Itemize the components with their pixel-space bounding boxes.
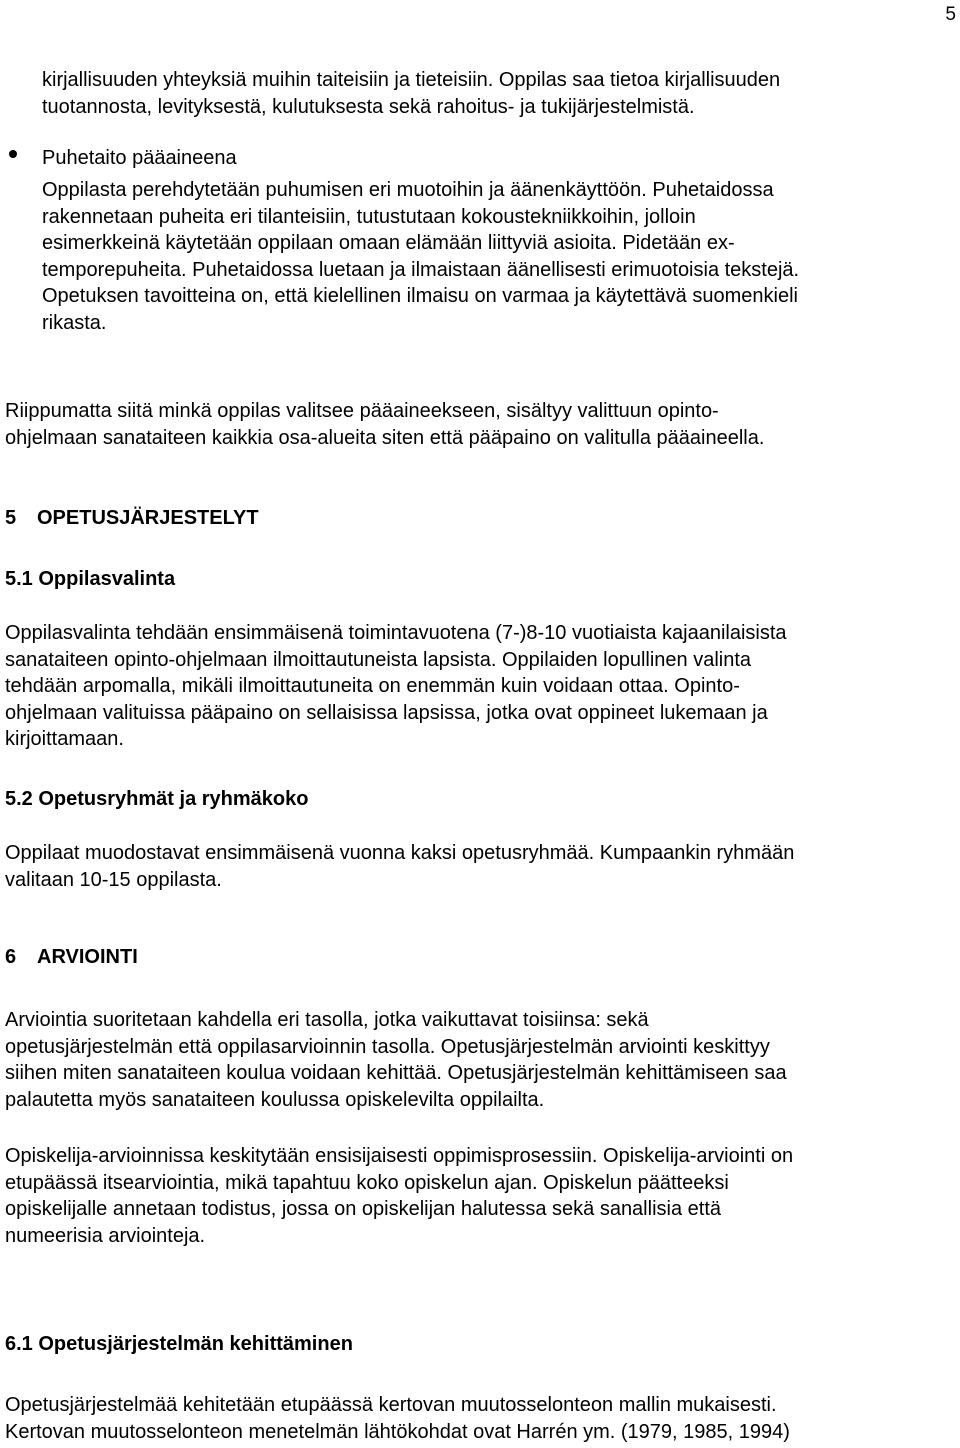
section-5-1-paragraph — [5, 620, 787, 753]
section-title: Oppilasvalinta — [38, 568, 176, 590]
text-line: esimerkkeinä käytetään oppilaan omaan elämään liittyviä asioita. Pidetään ex- — [42, 232, 735, 254]
text-line: tehdään arpomalla, mikäli ilmoittautuneita on enemmän kuin voidaan ottaa. Opinto- — [5, 675, 740, 697]
section-heading-6-1 — [5, 1331, 353, 1357]
section-number: 6.1 — [5, 1333, 33, 1355]
text-line: numeerisia arviointeja. — [5, 1224, 206, 1247]
text-line: Opiskelija-arvioinnissa keskitytään ensisijaisesti oppimisprosessiin. Opiskelija-arviointi on — [5, 1145, 794, 1167]
text-line: Oppilaat muodostavat ensimmäisenä vuonna kaksi opetusryhmää. Kumpaankin ryhmään — [5, 842, 795, 864]
section-number: 5.2 — [5, 788, 33, 810]
text-line: palautetta myös sanataiteen koulussa opiskelevilta oppilailta. — [5, 1088, 545, 1111]
text-line: Oppilasta perehdytetään puhumisen eri muotoihin ja äänenkäyttöön. Puhetaidossa — [42, 179, 774, 201]
text-line: tuotannosta, levityksestä, kulutuksesta sekä rahoitus- ja tukijärjestelmistä. — [42, 95, 695, 118]
text-line: Kertovan muutosselonteon menetelmän lähtökohdat ovat Harrén ym. (1979, 1985, 1994) — [5, 1420, 790, 1443]
bullet-title: Puhetaito pääaineena — [42, 147, 237, 169]
text-line: sanataiteen opinto-ohjelmaan ilmoittautuneista lapsista. Oppilaiden lopullinen valinta — [5, 648, 752, 671]
section-6-1-paragraph — [5, 1392, 790, 1445]
text-line: Arviointia suoritetaan kahdella eri tasolla, jotka vaikuttavat toisiinsa: sekä — [5, 1009, 649, 1031]
main-subject-paragraph — [5, 398, 764, 451]
text-line: ohjelmaan sanataiteen kaikkia osa-alueita siten että pääpaino on valitulla pääaineella. — [5, 426, 765, 449]
section-title: ARVIOINTI — [37, 946, 138, 968]
intro-continuation-paragraph — [42, 67, 780, 120]
section-number: 5 — [5, 507, 17, 529]
text-line: valitaan 10-15 oppilasta. — [5, 868, 222, 891]
text-line: rikasta. — [42, 311, 107, 334]
section-5-2-paragraph — [5, 840, 794, 893]
section-6-paragraph-1 — [5, 1007, 787, 1113]
section-title: Opetusjärjestelmän kehittäminen — [38, 1333, 353, 1355]
text-line: rakennetaan puheita eri tilanteisiin, tutustutaan kokoustekniikkoihin, jolloin — [42, 205, 696, 228]
section-heading-5-1 — [5, 566, 175, 592]
text-line: Opetuksen tavoitteina on, että kielellinen ilmaisu on varmaa ja käytettävä suomenkieli — [42, 285, 798, 307]
text-line: Opetusjärjestelmää kehitetään etupäässä kertovan muutosselonteon mallin mukaisesti. — [5, 1394, 777, 1416]
text-line: siihen miten sanataiteen koulua voidaan kehittää. Opetusjärjestelmän kehittämiseen saa — [5, 1062, 787, 1084]
text-line: kirjoittamaan. — [5, 728, 124, 750]
section-heading-5-2 — [5, 786, 308, 812]
text-line: temporepuheita. Puhetaidossa luetaan ja ilmaistaan äänellisesti erimuotoisia tekstejä. — [42, 258, 800, 281]
section-number: 5.1 — [5, 568, 33, 590]
section-number: 6 — [5, 946, 17, 968]
page-number: 5 — [945, 4, 956, 25]
text-line: Riippumatta siitä minkä oppilas valitsee pääaineekseen, sisältyy valittuun opinto- — [5, 400, 719, 422]
section-title: Opetusryhmät ja ryhmäkoko — [38, 788, 309, 810]
section-heading-5 — [5, 505, 259, 531]
section-title: OPETUSJÄRJESTELYT — [37, 507, 259, 529]
text-line: opiskelijalle annetaan todistus, jossa on opiskelijan halutessa sekä sanallisia että — [5, 1198, 721, 1220]
bullet-icon — [9, 150, 17, 158]
text-line: kirjallisuuden yhteyksiä muihin taiteisiin ja tieteisiin. Oppilas saa tietoa kirjallisuuden — [42, 69, 781, 91]
text-line: opetusjärjestelmän että oppilasarvioinnin tasolla. Opetusjärjestelmän arviointi keskittyy — [5, 1035, 770, 1058]
text-line: etupäässä itsearviointia, mikä tapahtuu koko opiskelun ajan. Opiskelun päätteeksi — [5, 1171, 729, 1194]
section-heading-6 — [5, 944, 138, 970]
section-6-paragraph-2 — [5, 1143, 793, 1249]
text-line: Oppilasvalinta tehdään ensimmäisenä toimintavuotena (7-)8-10 vuotiaista kajaanilaisista — [5, 622, 787, 644]
bullet-body-paragraph — [42, 177, 799, 336]
text-line: ohjelmaan valituissa pääpaino on sellaisissa lapsissa, jotka ovat oppineet lukemaan ja — [5, 701, 768, 724]
